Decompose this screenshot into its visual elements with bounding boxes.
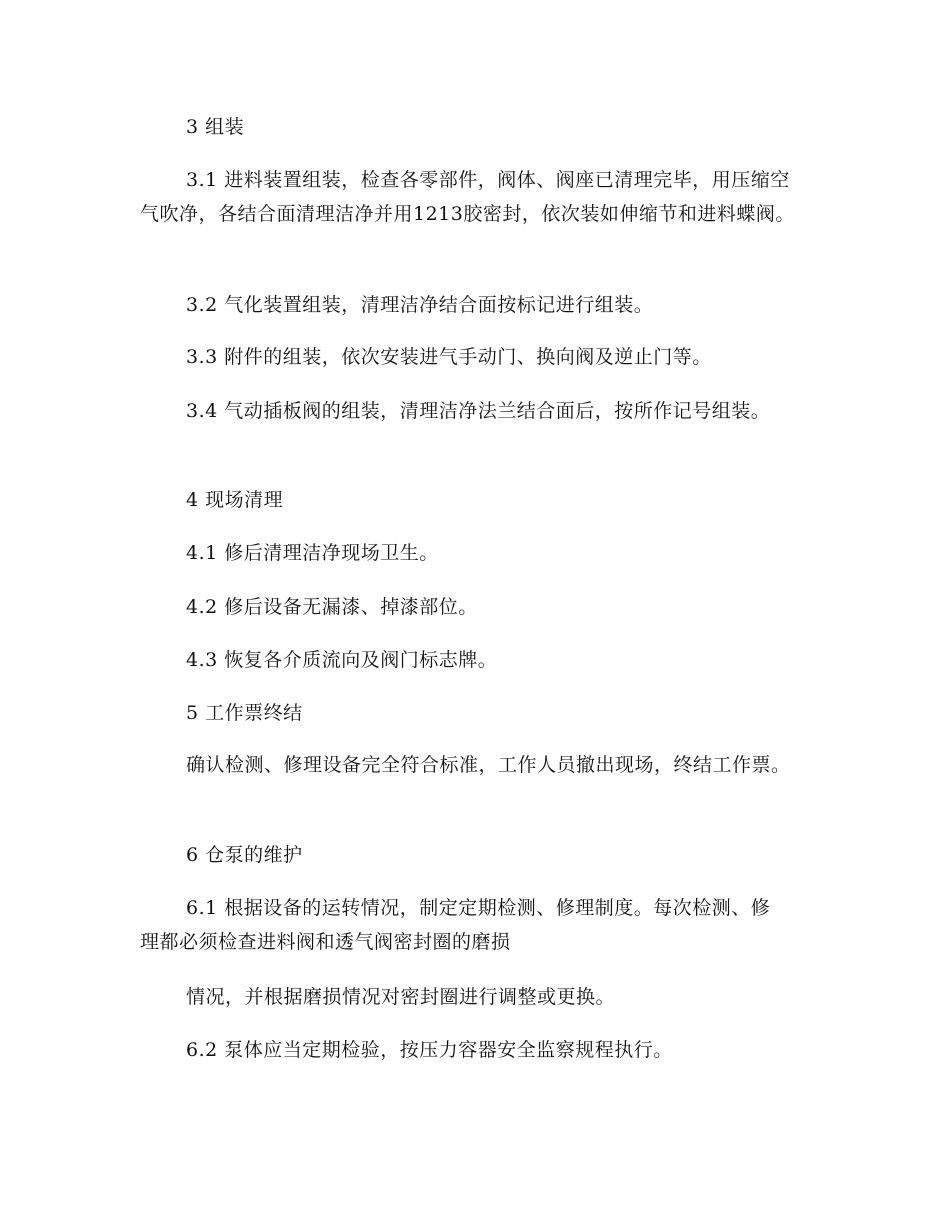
paragraph-6-1-part-2: 情况，并根据磨损情况对密封圈进行调整或更换。	[186, 986, 616, 1008]
paragraph-4-2: 4.2 修后设备无漏漆、掉漆部位。	[186, 596, 478, 618]
paragraph-3-1: 3.1 进料装置组装，检查各零部件，阀体、阀座已清理完毕，用压缩空气吹净，各结合面清理洁净并用1213胶密封，依次装如伸缩节和进料蝶阀。	[140, 169, 795, 225]
section-heading-5: 5 工作票终结	[186, 702, 303, 724]
paragraph-3-3: 3.3 附件的组装，依次安装进气手动门、换向阀及逆止门等。	[186, 346, 712, 368]
paragraph-6-2: 6.2 泵体应当定期检验，按压力容器安全监察规程执行。	[186, 1039, 673, 1061]
paragraph-4-1: 4.1 修后清理洁净现场卫生。	[186, 542, 439, 564]
section-heading-4: 4 现场清理	[186, 489, 284, 511]
paragraph-5: 确认检测、修理设备完全符合标准，工作人员撤出现场，终结工作票。	[186, 754, 791, 776]
paragraph-3-2: 3.2 气化装置组装，清理洁净结合面按标记进行组装。	[186, 294, 654, 316]
section-heading-3: 3 组装	[186, 116, 245, 138]
paragraph-3-4: 3.4 气动插板阀的组装，清理洁净法兰结合面后，按所作记号组装。	[186, 400, 771, 422]
paragraph-6-1-part-1: 6.1 根据设备的运转情况，制定定期检测、修理制度。每次检测、修理都必须检查进料阀和透气阀密封圈的磨损	[140, 897, 771, 953]
paragraph-4-3: 4.3 恢复各介质流向及阀门标志牌。	[186, 649, 498, 671]
section-heading-6: 6 仓泵的维护	[186, 844, 303, 866]
